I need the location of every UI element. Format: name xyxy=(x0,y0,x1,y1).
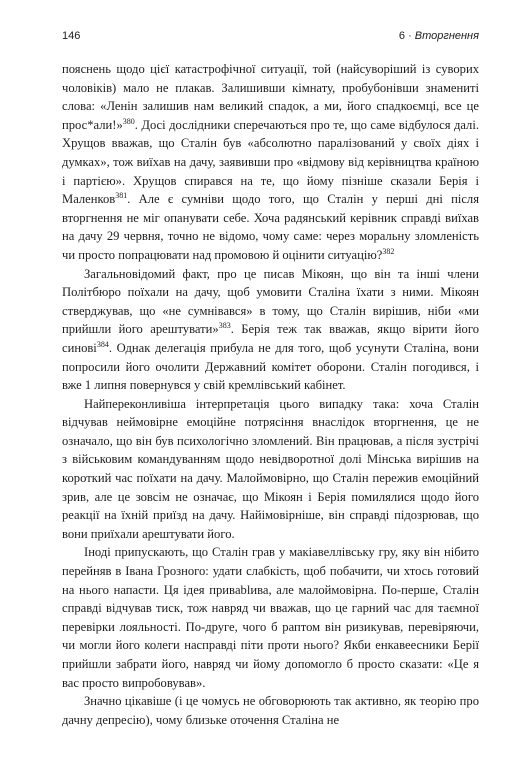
paragraph-text: пояснень щодо цієї катастрофічної ситуації, той (найсуворіший із суворих чоловіків) мало не плакав. Залишивши кімнату, пробубонівши знамениті слова: «Ленін залишив нам великий спадок, а ми, його спадкоємці, все це прос*али!» xyxy=(62,62,479,132)
paragraph-text: . Досі дослідники сперечаються про те, що саме відбулося далі. Хрущов вважав, що Сталін був «абсолютно паралізований у своїх діях і думках», тож виїхав на дачу, заявивши про «відмову від керівництва країною і партією». Хрущов спирався на те, що йому пізніше сказали Берія і Маленков xyxy=(62,117,479,207)
paragraph-text: Найпереконливіша інтерпретація цього випадку така: хоча Сталін відчував неймовірне емоційне потрясіння внаслідок вторгнення, це не означало, що він був психологічно зломлений. Він працював, а після зустрічі з військовим командуванням щодо невідворотної долі Мінська вирішив на короткий час поїхати на дачу. Малоймовірно, що Сталін пережив емоційний зрив, але це зовсім не означає, що Мікоян і Берія помилялися щодо його реакції на їхній приїзд на дачу. Найімовірніше, він справді підозрював, що вони приїхали арештувати його. xyxy=(62,396,479,541)
page-number: 146 xyxy=(62,30,81,42)
paragraph-text: Іноді припускають, що Сталін грав у макіавеллівську гру, яку він нібито перейняв в Івана Грозного: удати слабкість, щоб побачити, чи хтось готовий на нього напасти. Ця ідея привablива, але малоймовірна. По-перше, Сталін справді відчував тиск, тож навряд чи вважав, що це гарний час для таємної перевірки лояльності. По-друге, чого б раптом він ризикував, перевіряючи, чи могли його колеги насправді піти проти нього? Якби енкавеесники Берії прийшли забрати його, навряд чи йому допомогло б просто сказати: «Це я вас просто випробовував». xyxy=(62,545,479,690)
chapter-number: 6 xyxy=(398,30,406,42)
footnote-ref[interactable]: 380 xyxy=(122,116,135,126)
footnote-ref[interactable]: 383 xyxy=(218,321,231,331)
paragraph xyxy=(62,395,479,544)
paragraph-text: . Берія теж так вважав, якщо вірити його синові xyxy=(62,322,479,355)
chapter-heading xyxy=(399,30,479,42)
paragraph-text: Загальновідомий факт, про це писав Мікоян, що він та інші члени Політбюро поїхали на дачу, щоб умовити Сталіна їхати з ними. Мікоян стверджував, що «не сумнівався» в тому, що Сталін вирішив, ніби «ми прийшли його арештувати» xyxy=(62,266,479,337)
chapter-title: Вторгнення xyxy=(414,30,479,42)
footnote-ref[interactable]: 381 xyxy=(115,191,128,201)
paragraph xyxy=(62,60,479,265)
running-header xyxy=(62,30,479,42)
paragraph-text: Значно цікавіше (і це чомусь не обговорюють так активно, як теорію про дачну депресію), чому близьке оточення Сталіна не xyxy=(62,694,479,727)
footnote-ref[interactable]: 382 xyxy=(382,246,395,256)
chapter-separator: · xyxy=(405,30,415,42)
body-text xyxy=(62,60,479,729)
paragraph xyxy=(62,692,479,729)
paragraph-text: . Однак делегація прибула не для того, щоб усунути Сталіна, вони попросили його очолити Державний комітет оборони. Сталін погодився, і вже 1 липня повернувся у свій кремлівський кабінет. xyxy=(62,340,479,393)
paragraph xyxy=(62,543,479,692)
paragraph-text: . Але є сумніви щодо того, що Сталін у перші дні після вторгнення не міг опанувати себе. Хоча радянський керівник справді виїхав на дачу 29 червня, точно не відомо, чому саме: через моральну зломленість чи просто попрацювати над промовою й оцінити ситуацію? xyxy=(62,192,479,262)
paragraph xyxy=(62,265,479,395)
footnote-ref[interactable]: 384 xyxy=(96,339,109,349)
